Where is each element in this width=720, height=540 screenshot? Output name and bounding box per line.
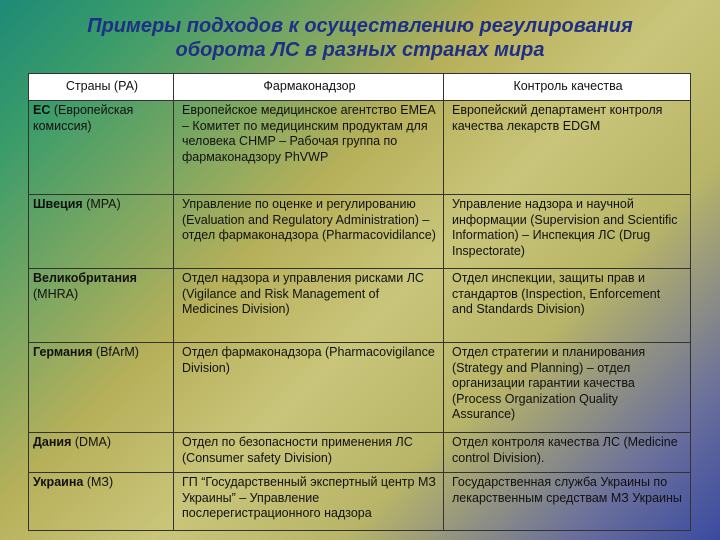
country-agency: (МЗ) (86, 475, 114, 489)
country-name: Великобритания (33, 271, 137, 285)
pharmacovigilance-cell: Отдел фармаконадзора (Pharmacovigilance Division) (174, 343, 444, 433)
country-name: Швеция (33, 197, 83, 211)
table-row (29, 101, 691, 195)
country-cell (29, 269, 174, 343)
pharmacovigilance-cell: Отдел по безопасности применения ЛС (Consumer safety Division) (174, 433, 444, 473)
country-cell (29, 101, 174, 195)
quality-control-cell: Государственная служба Украины по лекарственным средствам МЗ Украины (444, 473, 691, 531)
country-agency: (MPA) (86, 197, 121, 211)
country-name: ЕС (33, 103, 51, 117)
country-cell (29, 433, 174, 473)
table-row (29, 269, 691, 343)
regulation-table (28, 73, 691, 531)
quality-control-cell: Отдел инспекции, защиты прав и стандартов (Inspection, Enforcement and Standards Division) (444, 269, 691, 343)
pharmacovigilance-cell: Управление по оценке и регулированию (Evaluation and Regulatory Administration) – отдел фармаконадзора (Pharmacovidilance) (174, 195, 444, 269)
slide-title (0, 14, 720, 62)
country-name: Германия (33, 345, 93, 359)
quality-control-cell: Управление надзора и научной информации (Supervision and Scientific Information) – Инспекция ЛС (Drug Inspectorate) (444, 195, 691, 269)
header-pharmacovigilance: Фармаконадзор (174, 74, 444, 101)
country-agency: (BfArM) (95, 345, 139, 359)
quality-control-cell: Отдел стратегии и планирования (Strategy and Planning) – отдел организации гарантии качества (Process Organization Quality Assurance) (444, 343, 691, 433)
table-header-row (29, 74, 691, 101)
pharmacovigilance-cell: Европейское медицинское агентство EMEA – Комитет по медицинским продуктам для человека CHMP – Рабочая группа по фармаконадзору PhVWP (174, 101, 444, 195)
table-row (29, 473, 691, 531)
country-name: Дания (33, 435, 72, 449)
country-cell (29, 343, 174, 433)
pharmacovigilance-cell: ГП “Государственный экспертный центр МЗ Украины” – Управление послерегистрационного надзора (174, 473, 444, 531)
country-agency: (MHRA) (33, 286, 79, 301)
header-quality-control: Контроль качества (444, 74, 691, 101)
table-row (29, 343, 691, 433)
country-cell (29, 473, 174, 531)
pharmacovigilance-cell: Отдел надзора и управления рисками ЛС (Vigilance and Risk Management of Medicines Division) (174, 269, 444, 343)
quality-control-cell: Европейский департамент контроля качества лекарств EDGM (444, 101, 691, 195)
country-name: Украина (33, 475, 84, 489)
table-row (29, 195, 691, 269)
country-agency: (Европейская комиссия) (33, 103, 134, 133)
country-cell (29, 195, 174, 269)
table-row (29, 433, 691, 473)
header-countries: Страны (РА) (29, 74, 174, 101)
quality-control-cell: Отдел контроля качества ЛС (Medicine control Division). (444, 433, 691, 473)
title-line-1: Примеры подходов к осуществлению регулирования (87, 15, 633, 37)
country-agency: (DMA) (74, 435, 111, 449)
title-line-2: оборота ЛС в разных странах мира (175, 39, 545, 61)
